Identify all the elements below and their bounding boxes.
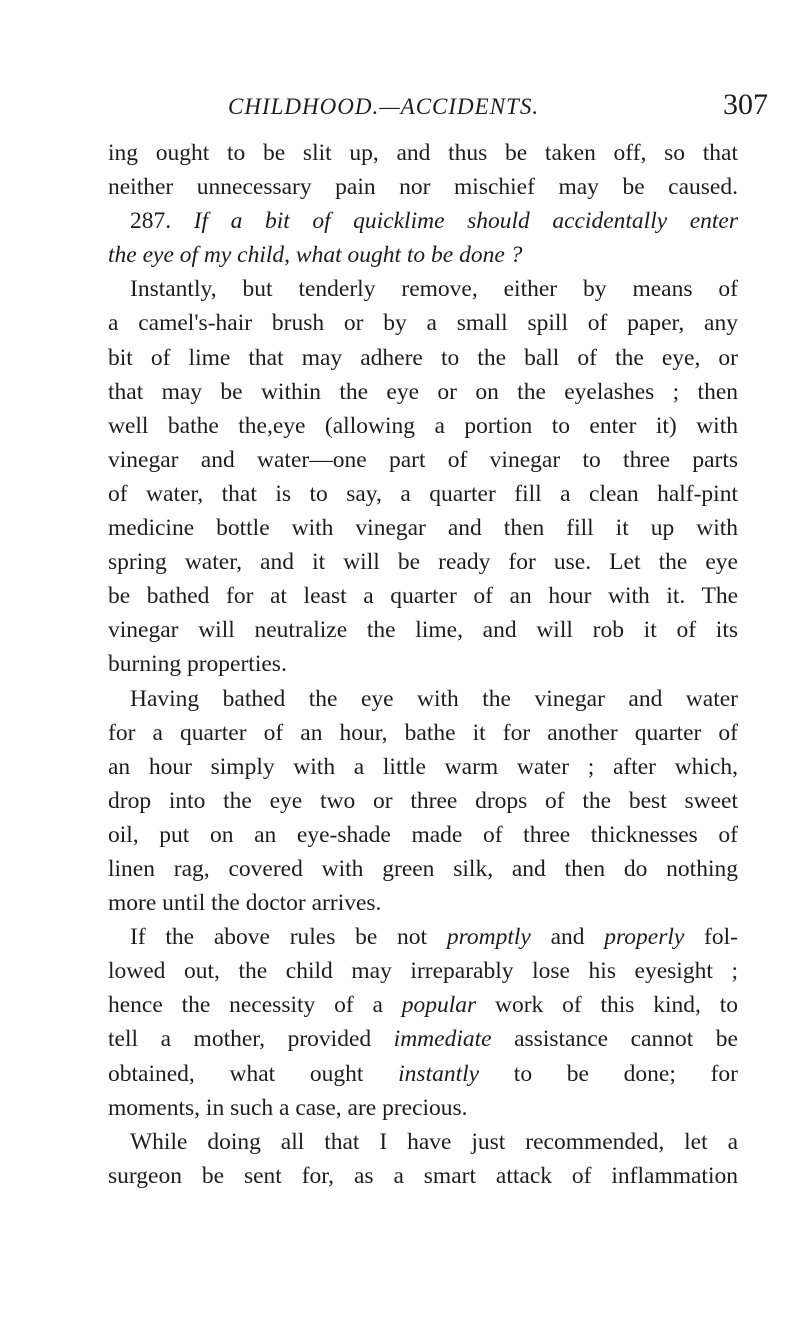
question-number: 287. xyxy=(130,208,172,235)
text-line: burning properties. xyxy=(108,651,287,678)
text-line: While doing all that I have just recommended, let a xyxy=(130,1128,738,1155)
text-line: that may be within the eye or on the eyelashes ; then xyxy=(108,378,738,405)
text-line: linen rag, covered with green silk, and then do nothing xyxy=(108,855,738,882)
text-run: assistance cannot be xyxy=(491,1026,738,1053)
text-line: be bathed for at least a quarter of an hour with it. The xyxy=(108,583,738,610)
running-header xyxy=(0,84,800,124)
text-line: Having bathed the eye with the vinegar and water xyxy=(130,685,738,712)
text-run: to be done; for xyxy=(479,1060,738,1087)
text-run: fol- xyxy=(684,924,738,951)
italic-run: instantly xyxy=(398,1060,480,1087)
text-line: lowed out, the child may irreparably lose his eyesight ; xyxy=(108,958,738,985)
text-line: well bathe the,eye (allowing a portion to enter it) with xyxy=(108,412,738,439)
text-line: of water, that is to say, a quarter fill a clean half-pint xyxy=(108,480,738,507)
question-heading xyxy=(108,204,738,238)
text-run: obtained, what ought xyxy=(108,1060,399,1087)
text-line: for a quarter of an hour, bathe it for another quarter of xyxy=(108,719,738,746)
body-text xyxy=(108,136,738,1193)
text-line-with-italics xyxy=(108,1057,738,1091)
text-line-with-italics xyxy=(108,988,738,1022)
text-line: more until the doctor arrives. xyxy=(108,890,382,917)
italic-run: properly xyxy=(604,924,685,951)
text-line: a camel's-hair brush or by a small spill of paper, any xyxy=(108,310,738,337)
text-line: vinegar will neutralize the lime, and will rob it of its xyxy=(108,617,738,644)
text-line: ing ought to be slit up, and thus be taken off, so that xyxy=(108,140,738,166)
italic-run: immediate xyxy=(393,1026,492,1053)
text-line: surgeon be sent for, as a smart attack of inflammation xyxy=(108,1162,738,1189)
text-run: If the above rules be not xyxy=(130,924,447,951)
page-number: 307 xyxy=(723,88,768,121)
text-run: tell a mother, provided xyxy=(108,1026,394,1053)
text-run: work of this kind, to xyxy=(476,992,738,1019)
italic-run: popular xyxy=(401,992,477,1019)
text-run: hence the necessity of a xyxy=(108,992,402,1019)
text-line: an hour simply with a little warm water ; after which, xyxy=(108,753,738,780)
running-title: CHILDHOOD.—ACCIDENTS. xyxy=(228,94,540,119)
text-line: neither unnecessary pain nor mischief may be caused. xyxy=(108,174,738,201)
text-line-with-italics xyxy=(108,1022,738,1056)
question-text: the eye of my child, what ought to be done ? xyxy=(108,242,523,269)
text-line: drop into the eye two or three drops of the best sweet xyxy=(108,787,738,814)
text-line: spring water, and it will be ready for use. Let the eye xyxy=(108,549,738,576)
italic-run: promptly xyxy=(446,924,531,951)
question-heading-continued xyxy=(108,238,738,272)
question-text: If a bit of quicklime should accidentally enter xyxy=(193,208,739,235)
text-line: medicine bottle with vinegar and then fill it up with xyxy=(108,515,738,542)
text-line: bit of lime that may adhere to the ball of the eye, or xyxy=(108,344,738,371)
text-line: moments, in such a case, are precious. xyxy=(108,1094,468,1121)
text-line: oil, put on an eye-shade made of three thicknesses of xyxy=(108,821,738,848)
text-line-with-italics xyxy=(108,920,738,954)
text-line: Instantly, but tenderly remove, either by means of xyxy=(130,276,738,303)
text-run: and xyxy=(530,924,605,951)
text-line: vinegar and water—one part of vinegar to three parts xyxy=(108,446,738,473)
